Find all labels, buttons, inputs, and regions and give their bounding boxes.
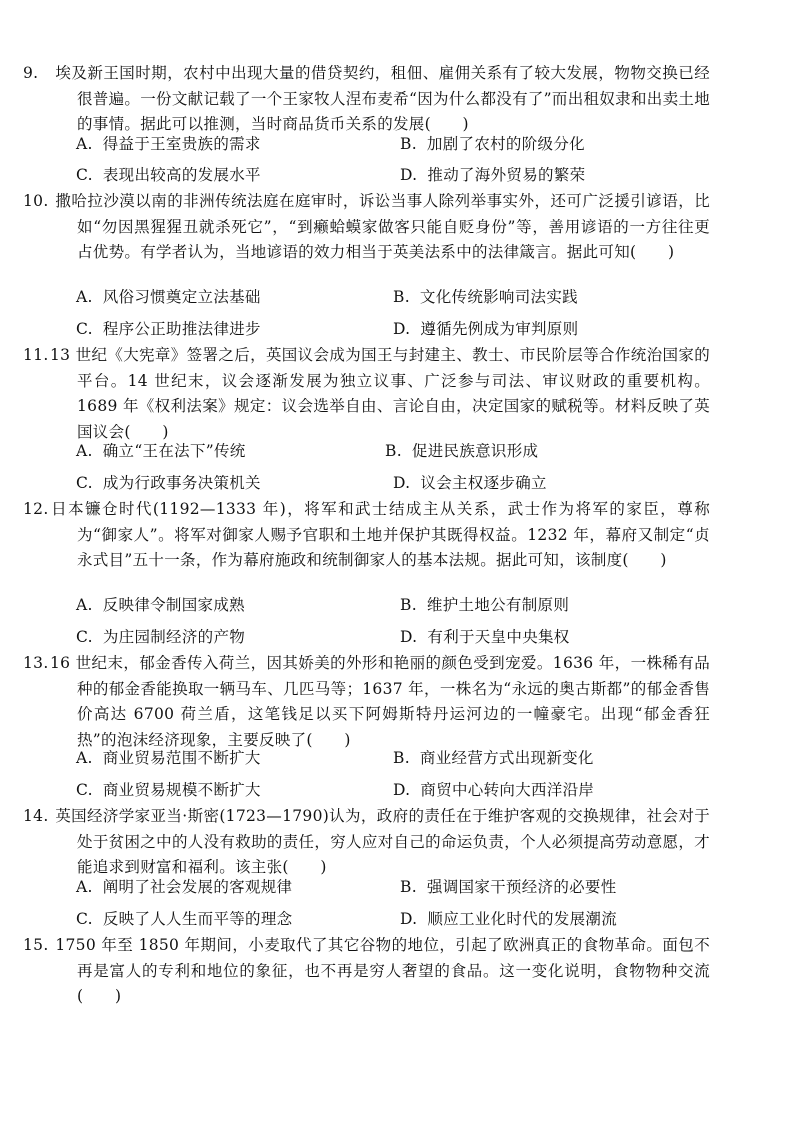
option-text: 表现出较高的发展水平 xyxy=(102,166,261,184)
option-letter: B. xyxy=(400,135,417,153)
option-letter: A. xyxy=(76,749,93,767)
question-14 xyxy=(23,804,711,881)
option-text: 促进民族意识形成 xyxy=(411,442,539,460)
option-text: 有利于天皇中央集权 xyxy=(427,628,570,646)
option-text: 强调国家干预经济的必要性 xyxy=(426,878,617,896)
option-a[interactable] xyxy=(76,875,292,900)
option-d[interactable] xyxy=(393,317,578,342)
option-text: 风俗习惯奠定立法基础 xyxy=(102,288,261,306)
option-letter: B. xyxy=(385,442,402,460)
option-c[interactable] xyxy=(76,471,261,496)
option-d[interactable] xyxy=(400,625,570,650)
option-a[interactable] xyxy=(76,132,261,157)
option-text: 推动了海外贸易的繁荣 xyxy=(427,166,586,184)
option-text: 得益于王室贵族的需求 xyxy=(102,135,261,153)
option-c[interactable] xyxy=(76,317,261,342)
option-b[interactable] xyxy=(400,593,569,618)
option-text: 顺应工业化时代的发展潮流 xyxy=(427,910,618,928)
option-c[interactable] xyxy=(76,163,261,188)
question-stem: 11.13 世纪《大宪章》签署之后，英国议会成为国王与封建主、教士、市民阶层等合作统治国家的平台。14 世纪末，议会逐渐发展为独立议事、广泛参与司法、审议财政的重要机构。1689 年《权利法案》规定：议会选举自由、言论自由，决定国家的赋税等。材料反映了英国议会( ) xyxy=(23,346,710,441)
question-text: 英国经济学家亚当·斯密(1723—1790)认为，政府的责任在于维护客观的交换规律，社会对于处于贫困之中的人没有救助的责任，穷人应对自己的命运负责，个人必须提高劳动意愿，才能追求到财富和福利。该主张( ) xyxy=(55,807,711,876)
option-text: 商贸中心转向大西洋沿岸 xyxy=(420,781,595,799)
option-text: 议会主权逐步确立 xyxy=(420,474,547,492)
option-letter: D. xyxy=(393,474,411,492)
option-text: 为庄园制经济的产物 xyxy=(102,628,246,646)
question-stem: 10. 撒哈拉沙漠以南的非洲传统法庭在庭审时，诉讼当事人除列举事实外，还可广泛援引谚语，比如“勿因黑猩猩丑就杀死它”，“到癞蛤蟆家做客只能自贬身份”等，善用谚语的一方往往更占优势。有学者认为，当地谚语的效力相当于英美法系中的法律箴言。据此可知( ) xyxy=(23,192,710,261)
option-b[interactable] xyxy=(400,875,617,900)
question-text: 16 世纪末，郁金香传入荷兰，因其娇美的外形和艳丽的颜色受到宠爱。1636 年，一株稀有品种的郁金香能换取一辆马车、几匹马等；1637 年，一株名为“永远的奥古斯都”的郁金香售价高达 6700 荷兰盾，这笔钱足以买下阿姆斯特丹运河边的一幢豪宅。出现“郁金香狂热”的泡沫经济现象，主要反映了( ) xyxy=(50,654,710,749)
option-letter: A. xyxy=(76,878,93,896)
option-letter: B. xyxy=(400,596,417,614)
question-stem: 14. 英国经济学家亚当·斯密(1723—1790)认为，政府的责任在于维护客观的交换规律，社会对于处于贫困之中的人没有救助的责任，穷人应对自己的命运负责，个人必须提高劳动意愿，才能追求到财富和福利。该主张( ) xyxy=(23,807,711,876)
question-9 xyxy=(23,61,710,138)
option-letter: C. xyxy=(76,166,93,184)
option-letter: A. xyxy=(76,442,93,460)
option-letter: C. xyxy=(76,474,93,492)
option-text: 维护土地公有制原则 xyxy=(426,596,570,614)
option-letter: B. xyxy=(400,878,417,896)
question-text: 13 世纪《大宪章》签署之后，英国议会成为国王与封建主、教士、市民阶层等合作统治国家的平台。14 世纪末，议会逐渐发展为独立议事、广泛参与司法、审议财政的重要机构。1689 年《权利法案》规定：议会选举自由、言论自由，决定国家的赋税等。材料反映了英国议会( ) xyxy=(50,346,710,441)
option-text: 成为行政事务决策机关 xyxy=(102,474,261,492)
option-a[interactable] xyxy=(76,285,261,310)
option-letter: A. xyxy=(76,135,93,153)
option-letter: C. xyxy=(76,910,93,928)
option-letter: D. xyxy=(393,320,411,338)
option-letter: D. xyxy=(393,781,411,799)
option-b[interactable] xyxy=(400,132,585,157)
option-text: 阐明了社会发展的客观规律 xyxy=(102,878,293,896)
question-11 xyxy=(23,343,710,445)
option-letter: D. xyxy=(400,628,418,646)
option-text: 文化传统影响司法实践 xyxy=(419,288,578,306)
option-d[interactable] xyxy=(393,778,594,803)
question-stem: 13.16 世纪末，郁金香传入荷兰，因其娇美的外形和艳丽的颜色受到宠爱。1636 年，一株稀有品种的郁金香能换取一辆马车、几匹马等；1637 年，一株名为“永远的奥古斯都”的郁金香售价高达 6700 荷兰盾，这笔钱足以买下阿姆斯特丹运河边的一幢豪宅。出现“郁金香狂热”的泡沫经济现象，主要反映了( ) xyxy=(23,654,710,749)
option-letter: C. xyxy=(76,781,93,799)
question-13 xyxy=(23,651,710,753)
option-letter: B. xyxy=(393,288,410,306)
option-text: 加剧了农村的阶级分化 xyxy=(426,135,585,153)
option-text: 反映律令制国家成熟 xyxy=(102,596,245,614)
option-letter: B. xyxy=(393,749,410,767)
option-text: 商业经营方式出现新变化 xyxy=(419,749,594,767)
option-c[interactable] xyxy=(76,778,261,803)
option-text: 反映了人人生而平等的理念 xyxy=(102,910,293,928)
question-10 xyxy=(23,189,710,266)
option-text: 商业贸易规模不断扩大 xyxy=(102,781,261,799)
option-letter: A. xyxy=(76,288,93,306)
question-15 xyxy=(23,933,710,1010)
option-text: 确立“王在法下”传统 xyxy=(102,442,246,460)
option-letter: C. xyxy=(76,320,93,338)
option-b[interactable] xyxy=(393,285,578,310)
option-b[interactable] xyxy=(385,439,538,464)
question-text: 撒哈拉沙漠以南的非洲传统法庭在庭审时，诉讼当事人除列举事实外，还可广泛援引谚语，比如“勿因黑猩猩丑就杀死它”，“到癞蛤蟆家做客只能自贬身份”等，善用谚语的一方往往更占优势。有学者认为，当地谚语的效力相当于英美法系中的法律箴言。据此可知( ) xyxy=(55,192,710,261)
question-stem: 15. 1750 年至 1850 年期间，小麦取代了其它谷物的地位，引起了欧洲真正的食物革命。面包不再是富人的专利和地位的象征，也不再是穷人奢望的食品。这一变化说明，食物物种交流 ( ) xyxy=(23,936,710,1005)
option-d[interactable] xyxy=(400,163,585,188)
option-letter: D. xyxy=(400,910,418,928)
option-c[interactable] xyxy=(76,907,292,932)
option-d[interactable] xyxy=(400,907,617,932)
question-text: 埃及新王国时期，农村中出现大量的借贷契约，租佃、雇佣关系有了较大发展，物物交换已经很普遍。一份文献记载了一个王家牧人涅布麦希“因为什么都没有了”而出租奴隶和出卖土地的事情。据此可以推测，当时商品货币关系的发展( ) xyxy=(55,64,710,133)
option-text: 程序公正助推法律进步 xyxy=(102,320,261,338)
option-a[interactable] xyxy=(76,593,245,618)
option-a[interactable] xyxy=(76,439,246,464)
option-text: 遵循先例成为审判原则 xyxy=(420,320,579,338)
question-text: 1750 年至 1850 年期间，小麦取代了其它谷物的地位，引起了欧洲真正的食物革命。面包不再是富人的专利和地位的象征，也不再是穷人奢望的食品。这一变化说明，食物物种交流 ( ) xyxy=(55,936,710,1005)
option-text: 商业贸易范围不断扩大 xyxy=(102,749,261,767)
question-12 xyxy=(23,497,710,574)
option-b[interactable] xyxy=(393,746,594,771)
option-letter: D. xyxy=(400,166,418,184)
option-c[interactable] xyxy=(76,625,245,650)
question-stem: 12.日本镰仓时代(1192—1333 年)，将军和武士结成主从关系，武士作为将军的家臣，尊称为“御家人”。将军对御家人赐予官职和土地并保护其既得权益。1232 年，幕府又制定“贞永式目”五十一条，作为幕府施政和统制御家人的基本法规。据此可知，该制度( ) xyxy=(23,500,710,569)
question-stem: 9. 埃及新王国时期，农村中出现大量的借贷契约，租佃、雇佣关系有了较大发展，物物交换已经很普遍。一份文献记载了一个王家牧人涅布麦希“因为什么都没有了”而出租奴隶和出卖土地的事情。据此可以推测，当时商品货币关系的发展( ) xyxy=(23,64,710,133)
option-letter: C. xyxy=(76,628,93,646)
option-d[interactable] xyxy=(393,471,547,496)
question-text: 日本镰仓时代(1192—1333 年)，将军和武士结成主从关系，武士作为将军的家臣，尊称为“御家人”。将军对御家人赐予官职和土地并保护其既得权益。1232 年，幕府又制定“贞永式目”五十一条，作为幕府施政和统制御家人的基本法规。据此可知，该制度( ) xyxy=(50,500,710,569)
option-letter: A. xyxy=(76,596,93,614)
option-a[interactable] xyxy=(76,746,261,771)
